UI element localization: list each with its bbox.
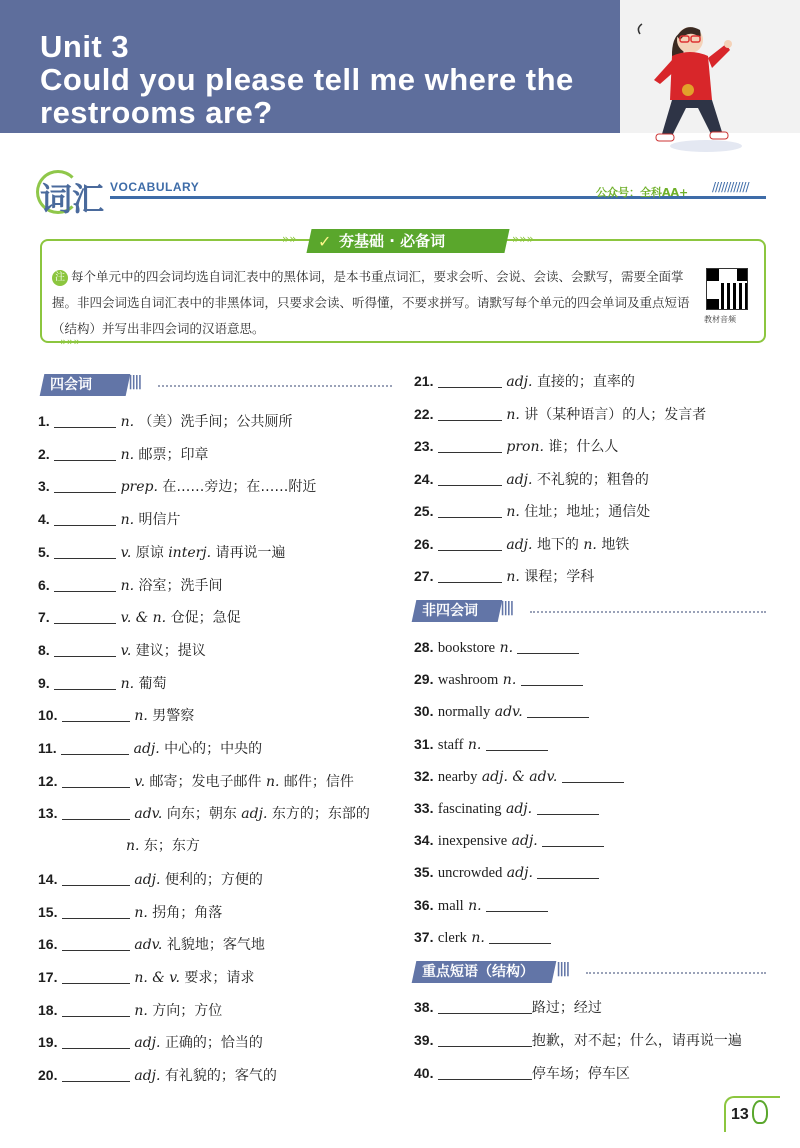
student-illustration: [628, 14, 748, 154]
page-number: 13: [731, 1106, 749, 1123]
tag-dotted-line: [530, 611, 766, 613]
part-of-speech: n.: [506, 504, 520, 520]
entry-number: 20.: [38, 1067, 58, 1083]
entry-number: 39.: [414, 1032, 434, 1048]
english-word: clerk: [437, 929, 467, 946]
slash-decoration-icon: ////////////: [712, 180, 749, 194]
vocab-entry: [414, 896, 548, 915]
entry-number: 18.: [38, 1001, 58, 1018]
chinese-meaning: 仓促；急促: [170, 610, 241, 627]
vocab-entry-continuation: [126, 837, 200, 855]
chinese-meaning: 便利的；方便的: [164, 871, 263, 888]
tag-bars-icon: ||||: [500, 600, 513, 616]
balloon-icon: [752, 1100, 768, 1124]
answer-blank[interactable]: [62, 970, 130, 984]
chinese-meaning: 东方的；东部的: [271, 806, 370, 823]
vocab-entry: [414, 767, 624, 786]
tag-bars-icon: ||||: [128, 374, 141, 390]
part-of-speech: n.: [502, 672, 517, 689]
part-of-speech: v.: [120, 642, 132, 659]
answer-blank[interactable]: [438, 439, 502, 453]
entry-number: 14.: [38, 870, 58, 887]
chinese-meaning: 不礼貌的；粗鲁的: [536, 471, 649, 488]
vocab-entry: [38, 412, 293, 431]
entry-number: 11.: [38, 740, 57, 756]
answer-blank[interactable]: [54, 479, 116, 493]
instruction-text: [52, 264, 702, 342]
vocab-entry: [38, 772, 354, 791]
chinese-meaning: 课程；学科: [524, 569, 595, 585]
answer-blank[interactable]: [61, 741, 129, 755]
entry-number: 13.: [38, 805, 58, 822]
tag-dotted-line: [158, 385, 392, 387]
vocab-entry: [38, 608, 241, 627]
part-of-speech: n.: [506, 569, 520, 585]
part-of-speech: n.: [134, 1002, 148, 1019]
entry-number: 9.: [38, 674, 50, 691]
part-of-speech: adj.: [241, 806, 268, 823]
answer-blank[interactable]: [62, 937, 130, 951]
part-of-speech: prep.: [120, 479, 158, 496]
entry-number: 30.: [414, 703, 434, 720]
chinese-meaning: 有礼貌的；客气的: [164, 1068, 277, 1084]
chinese-meaning: 停车场；停车区: [531, 1066, 630, 1082]
entry-number: 32.: [414, 767, 434, 784]
answer-blank[interactable]: [542, 833, 604, 847]
chinese-meaning: 住址；地址；通信处: [524, 504, 651, 520]
entry-number: 22.: [414, 405, 434, 422]
entry-number: 21.: [414, 373, 434, 389]
note-badge: 注: [52, 270, 68, 286]
arrows-bottom-icon: »»»: [60, 335, 81, 348]
answer-blank[interactable]: [438, 472, 502, 486]
answer-blank[interactable]: [54, 447, 116, 461]
answer-blank[interactable]: [527, 704, 589, 718]
vocab-entry: [38, 968, 254, 987]
entry-number: 7.: [38, 609, 50, 626]
part-of-speech: n.: [506, 406, 520, 423]
part-of-speech: n.: [583, 536, 597, 553]
answer-blank[interactable]: [521, 672, 583, 686]
entry-number: 2.: [38, 445, 50, 462]
answer-blank[interactable]: [62, 708, 130, 722]
phrase-entry: [414, 1031, 742, 1050]
vocab-entry: [414, 702, 589, 721]
vocabulary-en-title: VOCABULARY: [110, 180, 200, 194]
entry-number: 28.: [414, 639, 434, 655]
entry-number: 37.: [414, 928, 434, 945]
answer-blank[interactable]: [54, 578, 116, 592]
qr-label: 教材音频: [704, 315, 736, 324]
part-of-speech: v.: [120, 544, 132, 561]
part-of-speech: adj.: [133, 741, 160, 757]
answer-blank[interactable]: [537, 865, 599, 879]
unit-title: [40, 30, 574, 129]
vocab-entry: [38, 870, 263, 889]
part-of-speech: v.: [134, 773, 146, 790]
chinese-meaning: 路过；经过: [531, 1000, 602, 1016]
chinese-meaning: 要求；请求: [184, 969, 255, 986]
answer-blank[interactable]: [54, 545, 116, 559]
part-of-speech: n.: [120, 577, 135, 594]
chinese-meaning: 抱歉，对不起；什么，请再说一遍: [531, 1033, 742, 1049]
tag-non-four-skill: [412, 600, 503, 622]
answer-blank[interactable]: [62, 872, 130, 886]
part-of-speech: adj.: [506, 374, 533, 390]
vocab-entry: [38, 576, 223, 595]
vocab-entry: [38, 641, 206, 660]
answer-blank[interactable]: [562, 769, 624, 783]
answer-blank[interactable]: [489, 930, 551, 944]
entry-number: 40.: [414, 1065, 434, 1081]
part-of-speech: n.: [499, 640, 514, 656]
chinese-meaning: 拐角；角落: [152, 904, 223, 921]
vocab-entry: [414, 405, 706, 424]
vocab-entry: [38, 739, 262, 758]
answer-blank[interactable]: [62, 905, 130, 919]
part-of-speech: n.: [134, 904, 148, 921]
english-word: bookstore: [437, 640, 496, 656]
answer-blank[interactable]: [62, 806, 130, 820]
vocab-entry: [38, 543, 286, 562]
entry-number: 6.: [38, 576, 50, 593]
answer-blank[interactable]: [438, 1033, 532, 1047]
english-word: inexpensive: [437, 833, 508, 850]
part-of-speech: n.: [467, 736, 482, 753]
chinese-meaning: 浴室；洗手间: [138, 577, 223, 594]
chinese-meaning: （美）洗手间；公共厕所: [138, 414, 293, 430]
tag-phrases: [412, 961, 557, 983]
english-word: uncrowded: [437, 865, 503, 882]
vocab-entry: [414, 670, 583, 689]
part-of-speech: n.: [471, 929, 485, 946]
chinese-meaning: 方向；方位: [152, 1002, 223, 1019]
answer-blank[interactable]: [54, 676, 116, 690]
chinese-meaning: 正确的；恰当的: [164, 1035, 263, 1052]
answer-blank[interactable]: [54, 643, 116, 657]
answer-blank[interactable]: [486, 737, 548, 751]
part-of-speech: n. & v.: [134, 969, 180, 986]
entry-number: 17.: [38, 968, 58, 985]
entry-number: 33.: [414, 800, 434, 816]
answer-blank[interactable]: [517, 640, 579, 654]
answer-blank[interactable]: [62, 1035, 130, 1049]
entry-number: 15.: [38, 903, 58, 920]
part-of-speech: n.: [265, 773, 280, 790]
part-of-speech: interj.: [168, 544, 212, 561]
entry-number: 34.: [414, 832, 434, 849]
part-of-speech: adv.: [134, 806, 163, 823]
english-word: fascinating: [437, 801, 502, 817]
part-of-speech: adj.: [506, 471, 533, 488]
entry-number: 4.: [38, 511, 50, 528]
chinese-meaning: 东；东方: [143, 838, 200, 855]
vocab-entry: [414, 863, 599, 882]
chinese-meaning: 邮件；信件: [283, 773, 354, 790]
vocab-entry: [38, 674, 167, 693]
answer-blank[interactable]: [62, 774, 130, 788]
chinese-meaning: 地下的: [536, 536, 579, 553]
entry-number: 3.: [38, 478, 50, 495]
part-of-speech: adj.: [134, 871, 161, 888]
chinese-meaning: 谁；什么人: [548, 439, 619, 455]
chinese-meaning: 地铁: [601, 536, 630, 553]
part-of-speech: adj.: [506, 801, 533, 817]
chinese-meaning: 明信片: [138, 512, 181, 529]
vocab-entry: [414, 831, 604, 850]
chinese-meaning: 邮票；印章: [138, 446, 209, 463]
vocab-entry: [38, 706, 194, 725]
unit-title-line1: Unit 3: [40, 29, 130, 64]
arrows-left-icon: »»: [282, 232, 297, 246]
tag-dotted-line: [586, 972, 766, 974]
chinese-meaning: 建议；提议: [135, 642, 206, 659]
chinese-meaning: 礼貌地；客气地: [166, 937, 265, 954]
vocab-entry: [38, 445, 209, 464]
entry-number: 10.: [38, 707, 58, 724]
vocab-entry: [414, 928, 551, 947]
qr-code-icon[interactable]: [706, 268, 748, 310]
box-banner-text: 夯基础 · 必备词: [339, 232, 446, 250]
entry-number: 24.: [414, 470, 434, 487]
vocab-entry: [38, 903, 222, 922]
chinese-meaning: 葡萄: [138, 675, 167, 692]
answer-blank[interactable]: [54, 512, 116, 526]
answer-blank[interactable]: [62, 1003, 130, 1017]
vocab-entry: [414, 470, 649, 489]
part-of-speech: adv.: [134, 937, 163, 954]
entry-number: 19.: [38, 1034, 58, 1051]
entry-number: 8.: [38, 641, 50, 658]
entry-number: 27.: [414, 568, 434, 584]
part-of-speech: adj.: [134, 1035, 161, 1052]
vocab-entry: [414, 502, 650, 521]
vocab-entry: [38, 1033, 263, 1052]
vocab-entry: [414, 638, 579, 657]
english-word: nearby: [437, 768, 478, 785]
part-of-speech: adj. & adv.: [481, 768, 558, 785]
vocabulary-side-text: 公众号：全科AA+: [596, 186, 689, 199]
part-of-speech: n.: [134, 708, 148, 725]
answer-blank[interactable]: [537, 801, 599, 815]
arrows-right-icon: »»»: [512, 232, 535, 246]
unit-title-line3: restrooms are?: [40, 95, 273, 130]
answer-blank[interactable]: [62, 1068, 130, 1082]
chinese-meaning: 在……旁边；在……附近: [162, 479, 317, 496]
entry-number: 1.: [38, 413, 50, 429]
vocab-entry: [38, 935, 265, 954]
unit-title-line2: Could you please tell me where the: [40, 62, 574, 97]
vocab-entry: [38, 804, 370, 823]
answer-blank[interactable]: [438, 1066, 532, 1080]
vocab-entry: [414, 567, 594, 586]
tag-bars-icon: ||||: [556, 961, 569, 977]
entry-number: 26.: [414, 535, 434, 552]
entry-number: 31.: [414, 735, 434, 752]
part-of-speech: n.: [120, 414, 135, 430]
chinese-meaning: 邮寄；发电子邮件: [149, 773, 262, 790]
part-of-speech: n.: [468, 897, 482, 914]
part-of-speech: adj.: [511, 833, 538, 850]
answer-blank[interactable]: [438, 374, 502, 388]
part-of-speech: adj.: [506, 536, 533, 553]
chinese-meaning: 中心的；中央的: [164, 741, 263, 757]
part-of-speech: adj.: [506, 865, 533, 882]
english-word: washroom: [437, 672, 499, 689]
answer-blank[interactable]: [438, 407, 502, 421]
entry-number: 35.: [414, 864, 434, 881]
part-of-speech: adj.: [134, 1068, 161, 1084]
vocab-entry: [38, 1066, 277, 1085]
vocabulary-cn-title: 词汇: [40, 180, 105, 218]
vocab-entry: [38, 510, 181, 529]
entry-number: 36.: [414, 896, 434, 913]
answer-blank[interactable]: [54, 610, 116, 624]
vocab-entry: [414, 799, 599, 818]
part-of-speech: n.: [120, 512, 135, 529]
chinese-meaning: 男警察: [152, 708, 195, 725]
answer-blank[interactable]: [486, 898, 548, 912]
english-word: mall: [437, 897, 464, 914]
tag-four-skill: [40, 374, 131, 396]
entry-number: 38.: [414, 999, 434, 1015]
part-of-speech: n.: [120, 446, 135, 463]
vocab-entry: [414, 535, 629, 554]
box-banner: [306, 229, 509, 253]
entry-number: 16.: [38, 936, 58, 953]
chinese-meaning: 直接的；直率的: [536, 374, 635, 390]
vocab-entry: [414, 735, 548, 754]
phrase-entry: [414, 998, 602, 1017]
tag-non-four-skill-label: 非四会词: [422, 603, 478, 619]
entry-number: 23.: [414, 438, 434, 454]
phrase-entry: [414, 1064, 630, 1083]
vocab-entry: [38, 1001, 222, 1020]
vocab-entry: [38, 477, 316, 496]
chinese-meaning: 原谅: [135, 544, 164, 561]
instruction-note: 每个单元中的四会词均选自词汇表中的黑体词，是本书重点词汇，要求会听、会说、会读、会默写，需要全面掌握。非四会词选自词汇表中的非黑体词，只要求会读、听得懂，不要求拼写。请默写每个单元的四会单词及重点短语（结构）并写出非四会词的汉语意思。: [52, 269, 690, 336]
vocabulary-heading: [36, 170, 766, 216]
vocab-entry: [414, 437, 618, 456]
chinese-meaning: 讲（某种语言）的人；发言者: [524, 406, 707, 423]
answer-blank[interactable]: [54, 414, 116, 428]
chinese-meaning: 请再说一遍: [215, 544, 286, 561]
part-of-speech: n.: [120, 675, 135, 692]
entry-number: 25.: [414, 503, 434, 519]
part-of-speech: pron.: [506, 439, 544, 455]
tag-phrases-label: 重点短语（结构）: [422, 964, 534, 980]
english-word: normally: [437, 704, 491, 721]
entry-number: 29.: [414, 671, 434, 688]
chinese-meaning: 向东；朝东: [166, 806, 237, 823]
entry-number: 12.: [38, 772, 58, 789]
answer-blank[interactable]: [438, 569, 502, 583]
vocab-entry: [414, 372, 635, 391]
answer-blank[interactable]: [438, 1000, 532, 1014]
check-icon: ✓: [318, 232, 332, 251]
part-of-speech: adv.: [494, 704, 523, 721]
tag-four-skill-label: 四会词: [50, 377, 92, 393]
answer-blank[interactable]: [438, 504, 502, 518]
english-word: staff: [437, 736, 464, 753]
part-of-speech: n.: [126, 838, 140, 855]
entry-number: 5.: [38, 543, 50, 560]
part-of-speech: v. & n.: [120, 610, 167, 627]
answer-blank[interactable]: [438, 537, 502, 551]
